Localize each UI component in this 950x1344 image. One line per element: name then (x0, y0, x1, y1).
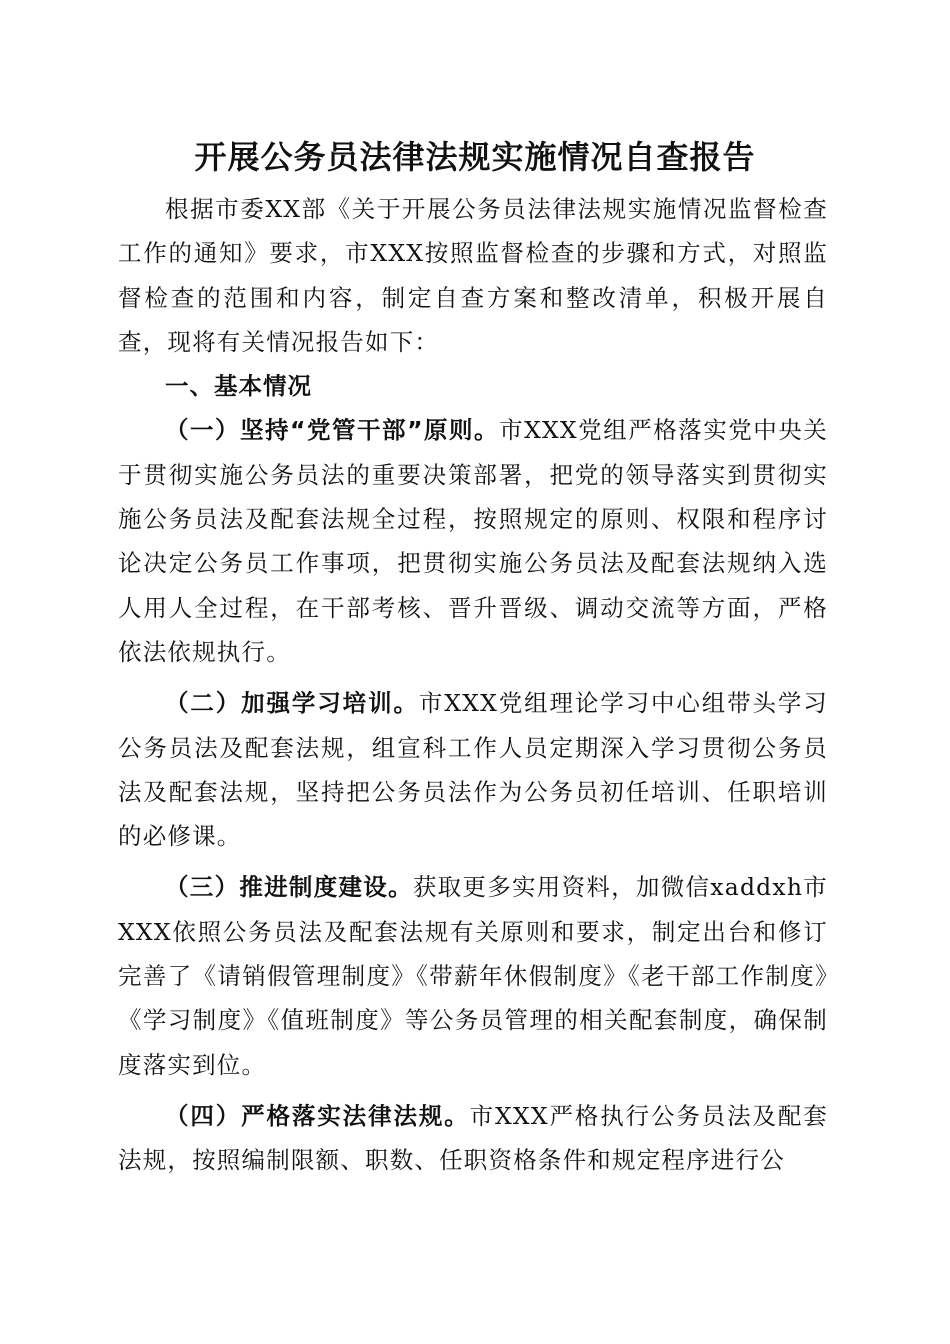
item-paragraph-4 (118, 1094, 828, 1183)
item-lead-1: （一）坚持“党管干部”原则。 (165, 416, 500, 445)
document-body (118, 187, 828, 1183)
section-heading-basic: 一、基本情况 (165, 372, 312, 401)
intro-paragraph: 根据市委XX部《关于开展公务员法律法规实施情况监督检查工作的通知》要求，市XXX按照监督检查的步骤和方式，对照监督检查的范围和内容，制定自查方案和整改清单，积极开展自查，现将有关情况报告如下： (118, 195, 828, 356)
document-title: 开展公务员法律法规实施情况自查报告 (194, 138, 756, 176)
item-text-3: 获取更多实用资料，加微信xaddxh市XXX依照公务员法及配套法规有关原则和要求，制定出台和修订完善了《请销假管理制度》《带薪年休假制度》《老干部工作制度》《学习制度》《值班制度》等公务员管理的相关配套制度，确保制度落实到位。 (118, 873, 829, 1079)
item-paragraph-1 (118, 408, 828, 674)
item-text-4: 市XXX严格执行公务员法及配套法规，按照编制限额、职数、任职资格条件和规定程序进行公 (118, 1101, 828, 1175)
item-text-1: 市XXX党组严格落实党中央关于贯彻实施公务员法的重要决策部署，把党的领导落实到贯彻实施公务员法及配套法规全过程，按照规定的原则、权限和程序讨论决定公务员工作事项，把贯彻实施公务员法及配套法规纳入选人用人全过程，在干部考核、晋升晋级、调动交流等方面，严格依法依规执行。 (118, 416, 828, 666)
item-text-2: 市XXX党组理论学习中心组带头学习公务员法及配套法规，组宣科工作人员定期深入学习贯彻公务员法及配套法规，坚持把公务员法作为公务员初任培训、任职培训的必修课。 (118, 689, 829, 851)
item-paragraph-3 (118, 865, 828, 1086)
item-lead-4: （四）严格落实法律法规。 (165, 1101, 470, 1130)
item-paragraph-2 (118, 681, 828, 858)
item-lead-3: （三）推进制度建设。 (165, 873, 413, 902)
item-lead-2: （二）加强学习培训。 (165, 689, 419, 718)
